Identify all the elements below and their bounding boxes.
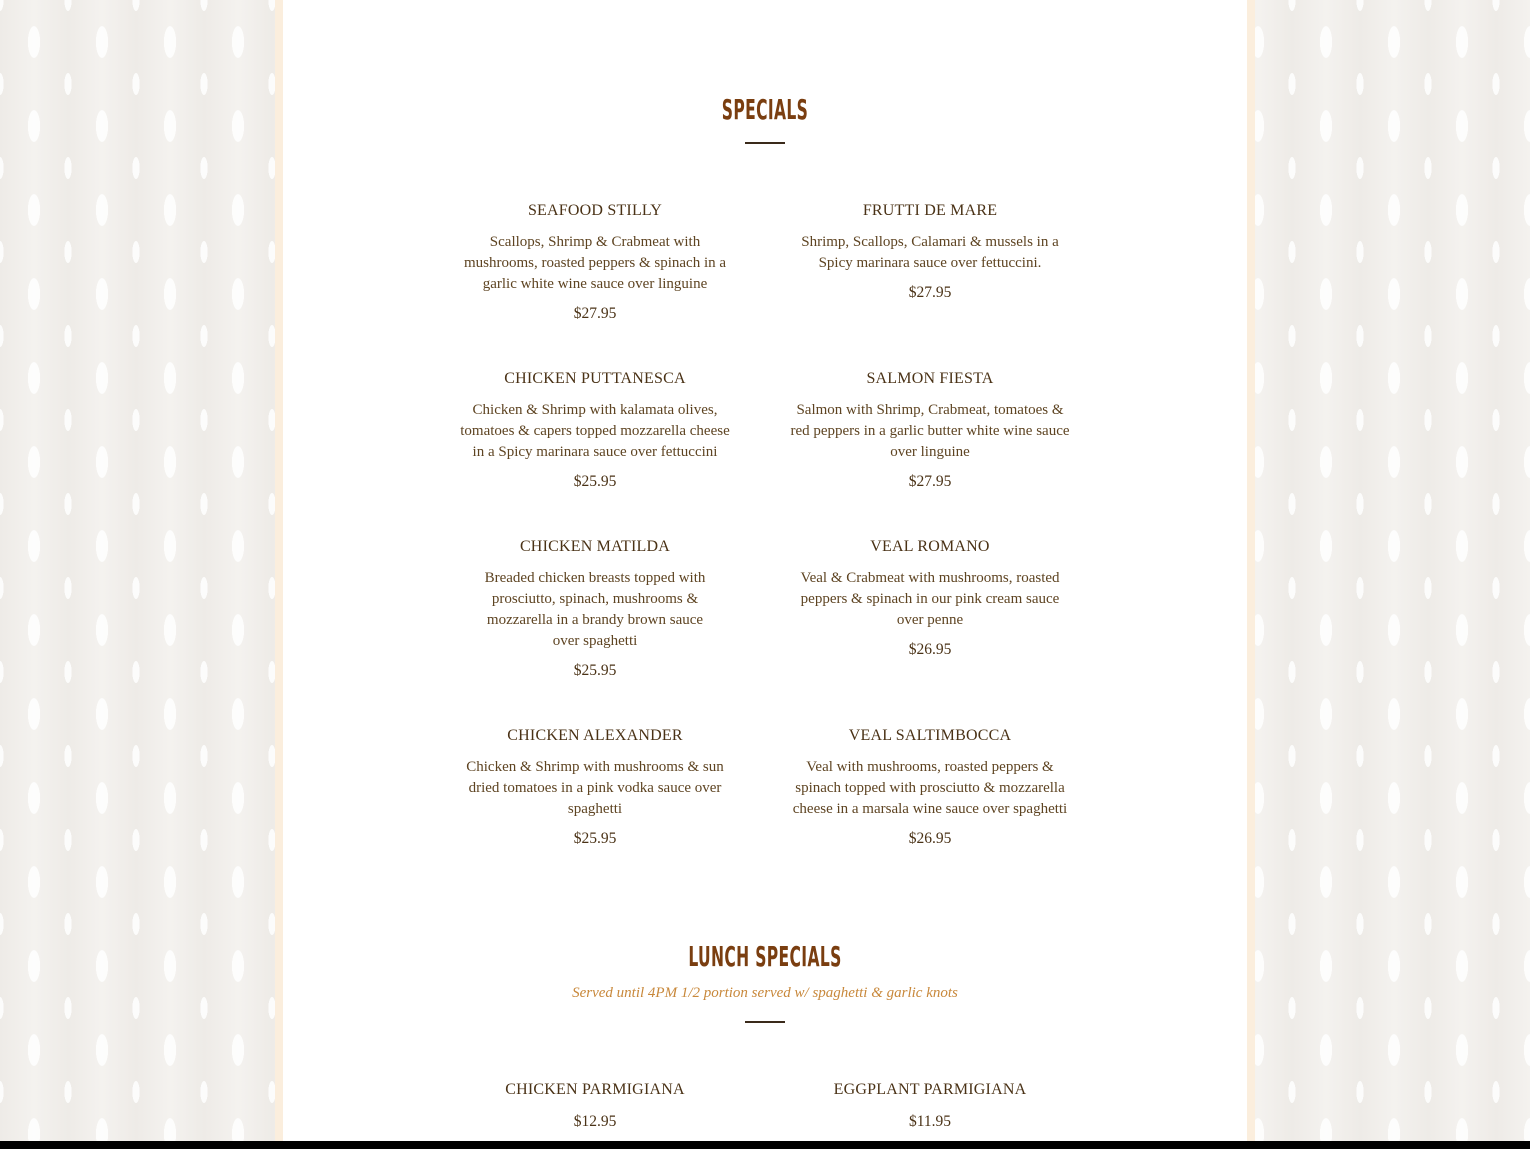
menu-item-chicken-puttanesca [455,369,735,492]
item-price: $25.95 [573,662,617,679]
item-price: $12.95 [573,1113,617,1130]
item-description: Chicken & Shrimp with mushrooms & sun dried tomatoes in a pink vodka sauce over spaghetti [466,759,724,817]
item-name: CHICKEN PUTTANESCA [504,370,686,387]
lunch-specials-title: LUNCH SPECIALS [688,940,842,974]
item-price: $26.95 [908,641,952,658]
lunch-specials-subtitle: Served until 4PM 1/2 portion served w/ spaghetti & garlic knots [572,985,958,1001]
menu-item-frutti-de-mare [790,201,1070,303]
menu-item-salmon-fiesta [790,369,1070,492]
menu-item-seafood-stilly [455,201,735,324]
item-description: Breaded chicken breasts topped with prosciutto, spinach, mushrooms & mozzarella in a brandy brown sauce over spaghetti [484,570,706,649]
item-name: SEAFOOD STILLY [527,202,663,219]
item-description: Salmon with Shrimp, Crabmeat, tomatoes & red peppers in a garlic butter white wine sauce over linguine [790,402,1070,460]
item-description: Chicken & Shrimp with kalamata olives, tomatoes & capers topped mozzarella cheese in a Spicy marinara sauce over fettuccini [460,402,730,460]
item-name: VEAL SALTIMBOCCA [848,727,1012,744]
specials-divider [745,142,785,144]
item-name: FRUTTI DE MARE [862,202,998,219]
item-description: Veal & Crabmeat with mushrooms, roasted peppers & spinach in our pink cream sauce over penne [800,570,1060,628]
item-price: $25.95 [573,830,617,847]
item-price: $27.95 [908,284,952,301]
item-price: $26.95 [908,830,952,847]
bottom-bar [0,1141,1530,1149]
item-description: Scallops, Shrimp & Crabmeat with mushrooms, roasted peppers & spinach in a garlic white wine sauce over linguine [463,234,727,292]
item-name: EGGPLANT PARMIGIANA [833,1081,1027,1098]
item-name: SALMON FIESTA [866,370,994,387]
lunch-specials-header [283,942,1247,1023]
specials-title: SPECIALS [721,93,809,127]
menu-item-veal-romano [790,537,1070,660]
menu-item-veal-saltimbocca [790,726,1070,849]
menu-item-eggplant-parmigiana [790,1080,1070,1132]
item-name: CHICKEN ALEXANDER [507,727,683,744]
item-price: $27.95 [908,473,952,490]
item-description: Shrimp, Scallops, Calamari & mussels in a Spicy marinara sauce over fettuccini. [801,234,1059,271]
item-description: Veal with mushrooms, roasted peppers & spinach topped with prosciutto & mozzarella cheese in a marsala wine sauce over spaghetti [792,759,1068,817]
item-name: VEAL ROMANO [870,538,990,555]
menu-item-chicken-alexander [455,726,735,849]
specials-header [283,95,1247,144]
item-price: $11.95 [908,1113,952,1130]
menu-page [275,0,1255,1141]
menu-item-chicken-parmigiana [455,1080,735,1132]
item-price: $27.95 [573,305,617,322]
item-name: CHICKEN MATILDA [519,538,671,555]
item-name: CHICKEN PARMIGIANA [505,1081,685,1098]
menu-item-chicken-matilda [455,537,735,681]
lunch-specials-divider [745,1021,785,1023]
item-price: $25.95 [573,473,617,490]
